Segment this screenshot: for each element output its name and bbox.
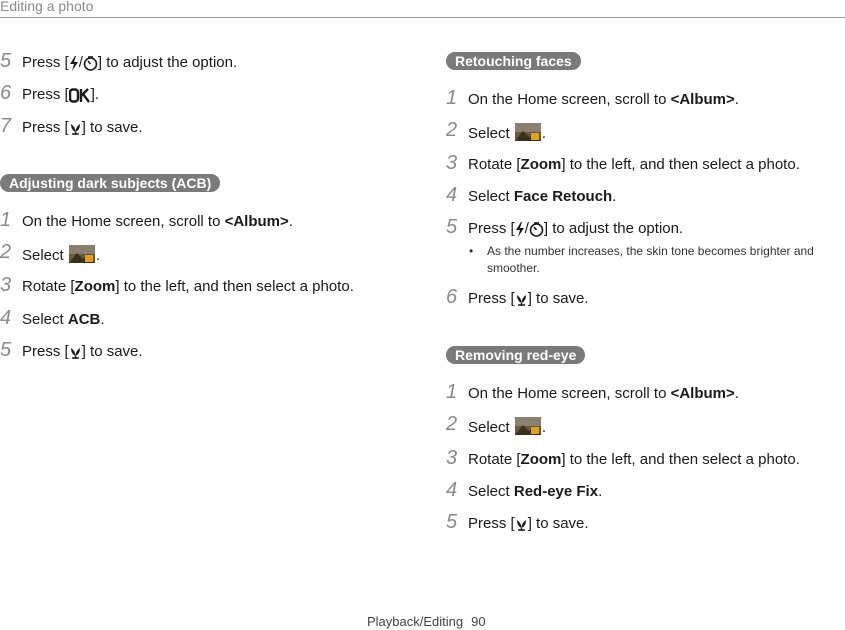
step-number: 7 [0,115,12,137]
step-number: 3 [446,152,458,174]
step-number: 5 [0,339,12,361]
section-badge-retouch: Retouching faces [446,52,581,70]
header-divider [0,17,845,18]
page-footer [367,614,486,629]
bullet-dot: • [469,244,474,258]
step-number: 4 [446,184,458,206]
photo-thumbnail-icon [515,123,541,141]
macro-icon [515,292,528,307]
step-number: 1 [446,87,458,109]
step-number: 6 [446,286,458,308]
step-number: 4 [446,479,458,501]
bullet-text: As the number increases, the skin tone becomes brighter and smoother. [487,244,814,275]
flash-icon [515,222,525,237]
step-number: 6 [0,82,12,104]
step-number: 4 [0,307,12,329]
step-number: 5 [0,50,12,72]
photo-thumbnail-icon [515,417,541,435]
timer-icon [83,56,98,71]
page-header-title: Editing a photo [0,0,94,14]
section-badge-acb: Adjusting dark subjects (ACB) [0,174,220,192]
section-badge-redeye: Removing red-eye [446,346,585,364]
step-number: 2 [446,413,458,435]
step-number: 3 [446,447,458,469]
step-number: 5 [446,216,458,238]
step-number: 2 [0,241,12,263]
step-number: 1 [446,381,458,403]
macro-icon [69,345,82,360]
step-number: 2 [446,119,458,141]
macro-icon [69,121,82,136]
macro-icon [515,517,528,532]
page-number: 90 [471,614,486,629]
step-number: 5 [446,511,458,533]
timer-icon [529,222,544,237]
footer-section: Playback/Editing [367,614,464,629]
photo-thumbnail-icon [69,245,95,263]
flash-icon [69,56,79,71]
step-number: 1 [0,209,12,231]
ok-icon [69,88,91,103]
step-number: 3 [0,274,12,296]
